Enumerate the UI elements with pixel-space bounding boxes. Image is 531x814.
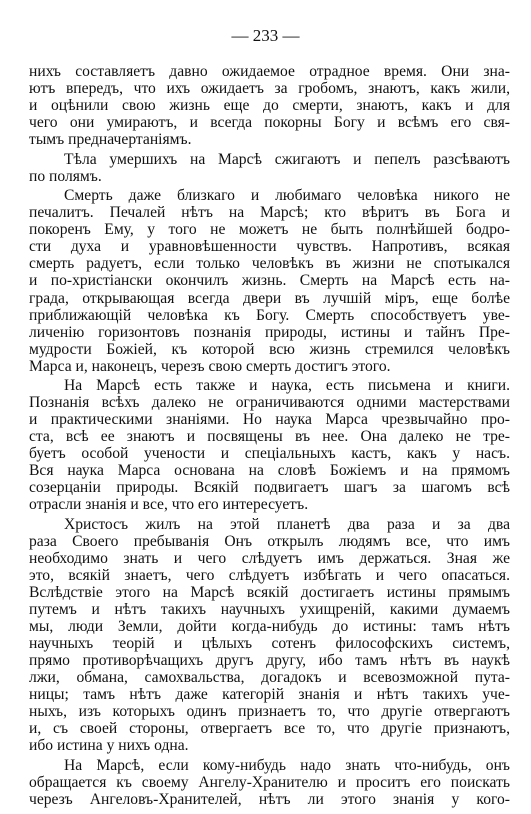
- text-line: мы, люди Земли, дойти когда-нибудь до истины: тамъ нѣтъ: [29, 618, 510, 636]
- text-line: прямо противорѣчащихъ другъ другу, ибо тамъ нѣтъ въ наукѣ: [29, 652, 510, 670]
- text-line: и, съ своей стороны, отвергаетъ все то, что другіе признаютъ,: [29, 720, 510, 738]
- text-line: ютъ впередъ, что ихъ ожидаетъ за гробомъ, знаютъ, какъ жили,: [29, 80, 510, 97]
- text-line: приближающій человѣка къ Богу. Смерть способствуетъ уве-: [29, 306, 510, 324]
- text-line: Вся наука Марса основана на словѣ Божіемъ и на прямомъ: [29, 462, 510, 480]
- text-line: ницы; тамъ нѣтъ даже категорій знанія и нѣтъ такихъ уче-: [29, 686, 510, 704]
- text-line: сти духа и уравновѣшенности чувствъ. Напротивъ, всякая: [29, 238, 510, 256]
- text-line: нихъ составляетъ давно ожидаемое отрадное время. Они зна-: [29, 63, 510, 80]
- text-line: ибо истина у нихъ одна.: [29, 737, 189, 755]
- text-line: обращается къ своему Ангелу-Хранителю и проситъ его поискать: [29, 774, 510, 791]
- text-line: необходимо знать и чего слѣдуетъ имъ держаться. Зная же: [29, 550, 510, 567]
- text-line: и по-христіански окончилъ жизнь. Смерть на Марсѣ есть на-: [29, 272, 510, 290]
- text-line: покоренъ Ему, у того не можетъ не быть полнѣйшей бодро-: [29, 221, 510, 239]
- paragraph-start: На Марсѣ, если кому-нибудь надо знать что-нибудь, онъ: [64, 756, 510, 774]
- text-line: смерть радуетъ, если только человѣкъ въ жизни не спотыкался: [29, 255, 510, 273]
- text-line: лжи, обмана, самохвальства, догадокъ и всевозможной пута-: [29, 669, 510, 687]
- page-number: — 233 —: [231, 26, 300, 45]
- text-line: и практическими знаніями. Но наука Марса чрезвычайно про-: [29, 411, 510, 429]
- text-line: ныхъ, изъ которыхъ одинъ признаетъ то, что другіе отвергаютъ: [29, 703, 510, 721]
- text-line: печалитъ. Печалей нѣтъ на Марсѣ; кто вѣритъ въ Бога и: [29, 204, 510, 222]
- text-line: тымъ предначертаніямъ.: [29, 131, 192, 149]
- text-line: научныхъ теорій и цѣлыхъ сотенъ философскихъ системъ,: [29, 635, 510, 653]
- text-line: путемъ и нѣтъ такихъ научныхъ ухищреній, какими думаемъ: [29, 601, 510, 619]
- text-line: по полямъ.: [29, 167, 102, 185]
- text-line: это, всякій знаетъ, чего слѣдуетъ избѣгать и чего опасаться.: [29, 567, 510, 584]
- paragraph-start: Тѣла умершихъ на Марсѣ сжигаютъ и пепелъ разсѣваютъ: [64, 150, 510, 168]
- text-line: Познанія всѣхъ далеко не ограничиваются одними мастерствами: [29, 394, 510, 412]
- text-line: и оцѣнили свою жизнь еще до смерти, знаютъ, какъ и для: [29, 97, 510, 115]
- text-line: Марса и, наконецъ, черезъ свою смерть достигъ этого.: [29, 357, 391, 375]
- text-line: черезъ Ангеловъ-Хранителей, нѣтъ ли этого знанія у кого-: [29, 791, 510, 808]
- text-line: созерцаніи природы. Всякій подвигаетъ шагъ за шагомъ всѣ: [29, 479, 510, 497]
- paragraph-start: На Марсѣ есть также и наука, есть письмена и книги.: [64, 377, 510, 395]
- text-line: отрасли знанія и все, что его интересуетъ.: [29, 496, 309, 514]
- text-line: раза Своего пребыванія Онъ открылъ людямъ все, что имъ: [29, 533, 510, 550]
- text-line: Вслѣдствіе этого на Марсѣ всякій достигаетъ истины прямымъ: [29, 584, 510, 602]
- text-line: мудрости Божіей, къ которой всю жизнь стремился человѣкъ: [29, 340, 510, 358]
- paragraph-start: Смерть даже близкаго и любимаго человѣка никого не: [64, 187, 510, 205]
- text-line: ста, всѣ ее знаютъ и посвящены въ нее. Она далеко не тре-: [29, 428, 510, 446]
- text-line: града, открывающая всегда двери въ лучшій міръ, еще болѣе: [29, 289, 510, 307]
- text-line: чего они умираютъ, и всегда покорны Богу и всѣмъ его свя-: [29, 114, 510, 132]
- text-line: буетъ особой учености и спеціальныхъ кастъ, какъ у насъ.: [29, 445, 510, 463]
- text-line: личенію горизонтовъ познанія природы, истины и тайнъ Пре-: [29, 323, 510, 341]
- paragraph-start: Христосъ жилъ на этой планетѣ два раза и за два: [64, 515, 510, 533]
